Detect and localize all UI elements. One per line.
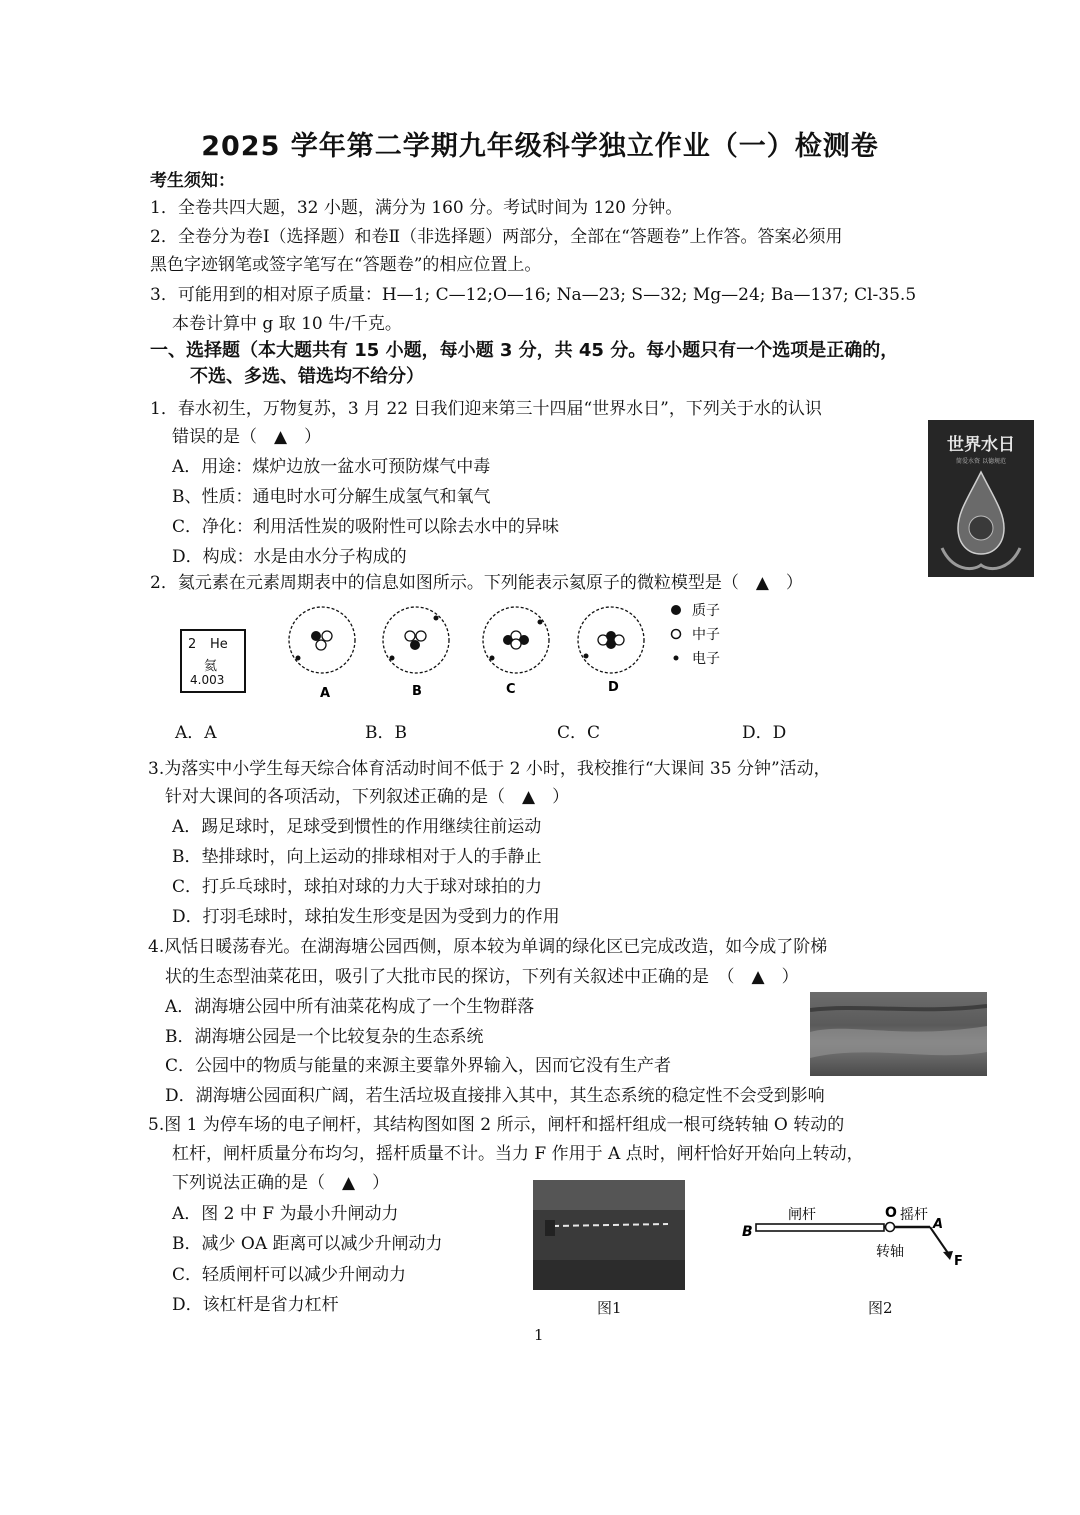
q5-stem: 5.图 1 为停车场的电子闸杆，其结构图如图 2 所示，闸杆和摇杆组成一根可绕转轴 O 转动的 (148, 1115, 845, 1135)
atom-legend (668, 600, 748, 670)
legend-neutron: 中子 (692, 627, 720, 643)
model-label-a: A (320, 686, 331, 701)
fig2-caption: 图2 (868, 1299, 893, 1317)
q3-option-d: D．打羽毛球时，球拍发生形变是因为受到力的作用 (172, 907, 560, 927)
q4-stem: 4.风恬日暖荡春光。在湖海塘公园西侧，原本较为单调的绿化区已完成改造，如今成了阶梯 (148, 937, 828, 957)
section-heading-cont: 不选、多选、错选均不给分） (190, 366, 424, 387)
q5-option-b: B．减少 OA 距离可以减少升闸动力 (172, 1234, 443, 1254)
poster-title: 世界水日 (947, 435, 1015, 455)
proton-symbol (671, 605, 681, 615)
q1-option-c: C．净化：利用活性炭的吸附性可以除去水中的异味 (172, 517, 560, 537)
q4-stem-cont: 状的生态型油菜花田，吸引了大批市民的探访，下列有关叙述中正确的是 （ ▲ ） (165, 967, 799, 987)
atom-model-c (483, 607, 549, 673)
q4-option-b: B．湖海塘公园是一个比较复杂的生态系统 (165, 1027, 484, 1047)
notice-item-3: 3．可能用到的相对原子质量：H—1; C—12;O—16; Na—23; S—32; Mg—24; Ba—137; Cl-35.5 (150, 285, 917, 305)
notice-item-1: 1．全卷共四大题，32 小题，满分为 160 分。考试时间为 120 分钟。 (150, 198, 683, 218)
legend-proton: 质子 (692, 603, 720, 619)
element-name: 氦 (204, 659, 218, 674)
q4-option-d: D．湖海塘公园面积广阔，若生活垃圾直接排入其中，其生态系统的稳定性不会受到影响 (165, 1086, 825, 1106)
point-o-label: O (885, 1205, 897, 1221)
model-label-c: C (506, 682, 516, 697)
notice-item-3-cont: 本卷计算中 g 取 10 牛/千克。 (172, 314, 402, 334)
atom-model-a (289, 607, 355, 673)
rocker-label: 摇杆 (900, 1207, 928, 1223)
notice-item-2-cont: 黑色字迹钢笔或签字笔写在“答题卷”的相应位置上。 (150, 255, 542, 275)
atom-models (280, 598, 660, 703)
pivot-o (886, 1223, 895, 1232)
q1-option-b: B、性质：通电时水可分解生成氢气和氧气 (172, 487, 491, 507)
q5-option-c: C．轻质闸杆可以减少升闸动力 (172, 1265, 407, 1285)
element-number: 2 (188, 637, 197, 652)
gate-photo (533, 1180, 685, 1290)
q2-stem: 2．氦元素在元素周期表中的信息如图所示。下列能表示氦原子的微粒模型是（ ▲ ） (150, 573, 803, 593)
q5-stem-cont-2: 下列说法正确的是（ ▲ ） (172, 1173, 390, 1193)
legend-electron: 电子 (692, 651, 720, 667)
element-mass: 4.003 (190, 673, 225, 687)
model-label-d: D (608, 680, 619, 695)
q3-option-a: A．踢足球时，足球受到惯性的作用继续往前运动 (172, 817, 542, 837)
q5-option-a: A．图 2 中 F 为最小升闸动力 (172, 1204, 399, 1224)
q2-option-a: A．A (175, 723, 217, 743)
notice-item-2: 2．全卷分为卷Ⅰ（选择题）和卷Ⅱ（非选择题）两部分，全部在“答题卷”上作答。答案必须用 (150, 227, 843, 247)
q1-stem-cont: 错误的是（ ▲ ） (172, 427, 322, 447)
q1-option-d: D．构成：水是由水分子构成的 (172, 547, 407, 567)
q3-stem-cont: 针对大课间的各项活动，下列叙述正确的是（ ▲ ） (165, 787, 570, 807)
axis-label: 转轴 (876, 1244, 904, 1260)
page-title: 2025 学年第二学期九年级科学独立作业（一）检测卷 (201, 131, 879, 162)
point-a-label: A (933, 1217, 944, 1232)
q4-option-a: A．湖海塘公园中所有油菜花构成了一个生物群落 (165, 997, 535, 1017)
gate-bar (756, 1224, 884, 1231)
atom-model-d (578, 607, 644, 673)
notice-heading: 考生须知： (150, 171, 235, 191)
force-f-label: F (954, 1254, 963, 1269)
q3-option-b: B．垫排球时，向上运动的排球相对于人的手静止 (172, 847, 542, 867)
park-photo (810, 992, 987, 1076)
neutron-symbol (672, 630, 681, 639)
q5-option-d: D．该杠杆是省力杠杆 (172, 1295, 339, 1315)
section-heading: 一、选择题（本大题共有 15 小题，每小题 3 分，共 45 分。每小题只有一个选项是正确的， (150, 340, 899, 361)
point-b-label: B (742, 1224, 753, 1240)
atom-model-b (383, 607, 449, 673)
q3-stem: 3.为落实中小学生每天综合体育活动时间不低于 2 小时，我校推行“大课间 35 分钟”活动， (148, 759, 831, 779)
q2-option-c: C．C (557, 723, 601, 743)
q1-option-a: A．用途：煤炉边放一盆水可预防煤气中毒 (172, 457, 491, 477)
fig1-caption: 图1 (597, 1299, 622, 1317)
page-number: 1 (534, 1326, 544, 1344)
q5-stem-cont: 杠杆，闸杆质量分布均匀，摇杆质量不计。当力 F 作用于 A 点时，闸杆恰好开始向上转动， (172, 1144, 864, 1164)
model-label-b: B (412, 684, 422, 699)
gate-label: 闸杆 (788, 1207, 816, 1223)
q1-stem: 1．春水初生，万物复苏，3 月 22 日我们迎来第三十四届“世界水日”，下列关于水的认识 (150, 399, 822, 419)
q3-option-c: C．打乒乓球时，球拍对球的力大于球对球拍的力 (172, 877, 543, 897)
world-water-day-poster (928, 420, 1034, 577)
element-symbol: He (210, 637, 228, 652)
poster-subtitle: 简爱水资 以德规范 (956, 458, 1006, 465)
q2-option-b: B．B (365, 723, 407, 743)
q4-option-c: C．公园中的物质与能量的来源主要靠外界输入，因而它没有生产者 (165, 1056, 672, 1076)
lever-diagram (740, 1198, 970, 1278)
element-card (180, 629, 246, 693)
electron-symbol (674, 656, 679, 661)
q2-option-d: D．D (742, 723, 787, 743)
